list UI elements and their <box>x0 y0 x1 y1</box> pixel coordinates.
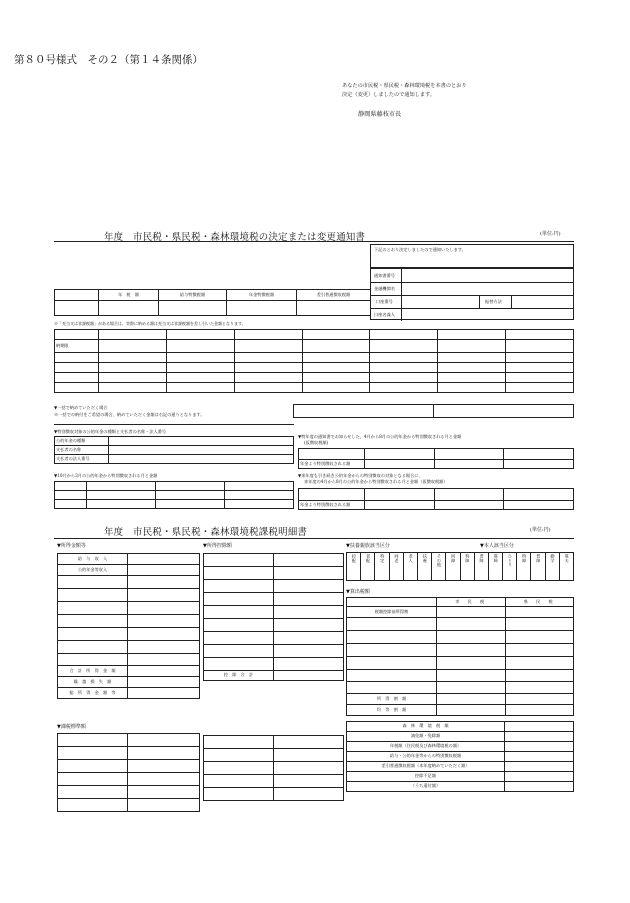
summary-table <box>346 721 574 792</box>
category-col <box>545 553 559 581</box>
account-holder-label: 口座名義人 <box>374 312 395 317</box>
category-col-label: 特障 <box>465 554 471 563</box>
self-title: ▼本人該当区分 <box>480 543 514 549</box>
category-col-label: 同老 <box>394 554 400 563</box>
category-col-label: ひとり <box>507 554 513 567</box>
category-col <box>460 553 474 581</box>
income-levy-label: 所 得 割 額 <box>347 694 437 705</box>
instruction-note: ※「充当又は非課税額」がある場合は、実際に納める額は充当又は非課税額を差し引いた金額となります。 <box>54 321 246 326</box>
category-col-label: 同障 <box>451 554 457 563</box>
decision-box <box>370 244 574 268</box>
section2-rule <box>54 538 574 539</box>
reduction-label: 減免額・免除額 <box>347 732 505 742</box>
category-col-label: 特障 <box>522 554 528 563</box>
dependents-title: ▼扶養親族該当区分 <box>346 543 390 549</box>
category-col-label: 老配 <box>366 554 372 563</box>
taxable-standard-table <box>57 733 200 812</box>
category-col-label: 寡夫 <box>564 554 570 563</box>
installment-table <box>54 329 574 393</box>
mayor-name: 静岡県藤枝市長 <box>358 111 402 118</box>
deduction-table <box>203 553 344 681</box>
payer-corp-label: 支払者の法人番号 <box>55 455 109 464</box>
extra-table <box>203 735 344 801</box>
pension-payer-title: ▼特別徴収対象の公的年金の種類と支払者の名称・法人番号 <box>54 429 167 434</box>
oct-mar-title: ▼10月から3月の公的年金から特別徴収される月と金額 <box>54 473 158 478</box>
income-table <box>57 553 200 699</box>
account-no-label: 口座番号 <box>376 299 393 304</box>
lump-sum-table <box>293 404 574 418</box>
category-col <box>375 553 389 581</box>
category-col <box>503 553 517 581</box>
refund-label: （うち還付額） <box>347 782 505 792</box>
category-col <box>517 553 531 581</box>
category-col-label: 普障 <box>479 554 485 563</box>
oct-mar-table <box>54 481 294 509</box>
category-col <box>403 553 417 581</box>
category-col <box>559 553 573 581</box>
section1-title: 年度 市民税・県民税・森林環境税の決定または変更通知書 <box>104 232 366 243</box>
category-col <box>446 553 460 581</box>
category-col-label: 特定 <box>380 554 386 563</box>
section2-unit: (単位:円) <box>530 527 551 533</box>
per-capita-label: 均 等 割 額 <box>347 705 437 716</box>
special-levy-label: 給与・公的年金等からの特別徴収税額 <box>347 752 505 762</box>
bank-label: 金融機関名 <box>374 286 395 291</box>
this-year-title: ▼特年度の通知書でお知らせした、4月から8月の公的年金から特別徴収される月と金額 <box>298 434 462 439</box>
income-row-pension: 公的年金等収入 <box>58 565 128 576</box>
special-amount-label2: 年金より特別徴収される額 <box>299 501 365 510</box>
section2-title: 年度 市民税・県民税・森林環境税課税明細書 <box>104 527 308 538</box>
deduction-total-label: 控 除 合 計 <box>204 671 274 681</box>
annual-tax-label: 年税額（住民税及び森林環境税の額） <box>347 742 505 752</box>
city-tax-header: 市 民 税 <box>437 598 506 607</box>
lump-sum-title: ▼一括で納めていただく場合 <box>54 405 108 410</box>
category-col <box>417 553 431 581</box>
pension-type-label: 公的年金の種類 <box>55 437 109 446</box>
category-col-label: 控配 <box>351 554 357 563</box>
notice-line1: あなたの市民税・県民税・森林環境税を本書のとおり <box>342 83 467 89</box>
deduction-title: ▼所得控除額 <box>203 543 232 549</box>
installment-label: 納期限 <box>55 340 99 353</box>
category-col <box>474 553 488 581</box>
category-col <box>488 553 502 581</box>
pref-tax-header: 県 民 税 <box>505 598 574 607</box>
category-col <box>432 553 446 581</box>
decision-note: 下記のとおり決定しましたので通知いたします。 <box>374 247 466 252</box>
category-col-label: 勤学 <box>550 554 556 563</box>
tax-header-annual: 年 税 額 <box>99 290 159 301</box>
income-row-salary: 給 与 収 入 <box>58 554 128 565</box>
notice-no-label: 通知書番号 <box>374 273 395 278</box>
category-col <box>389 553 403 581</box>
next-year-table <box>298 488 574 510</box>
category-col-label: 扶養 <box>422 554 428 563</box>
total-income-etc-label: 総 所 得 金 額 等 <box>58 688 128 699</box>
category-col-label: 寡婦 <box>493 554 499 563</box>
category-col-label: 老人 <box>408 554 414 563</box>
tax-amount-table <box>54 289 371 316</box>
taxable-before-label: 税額控除前所得割 <box>347 607 437 618</box>
category-col <box>361 553 375 581</box>
next-year-sub: 来年度の4月から8月の公的年金から特別徴収される月と金額（仮徴収税額） <box>304 479 448 484</box>
this-year-sub: (仮徴収税額) <box>304 440 329 445</box>
category-col <box>531 553 545 581</box>
forest-tax-label: 森 林 環 境 税 額 <box>347 722 505 732</box>
income-title: ▼所得金額等 <box>57 543 86 549</box>
tax-header-ordinary: 差引普通徴収税額 <box>297 290 371 301</box>
loss-carry-label: 繰 越 損 失 額 <box>58 677 128 688</box>
ordinary-levy-label: 差引普通徴収税額（本年度納めていただく額） <box>347 762 505 772</box>
payer-name-label: 支払者の名称 <box>55 446 109 455</box>
form-number: 第８０号様式 その２（第１４条関係） <box>14 54 203 66</box>
dependents-table <box>346 552 574 581</box>
section1-rule <box>54 241 574 242</box>
pension-payer-table <box>54 436 294 464</box>
total-income-label: 合 計 所 得 金 額 <box>58 666 128 677</box>
category-col <box>347 553 361 581</box>
calc-table <box>346 597 574 716</box>
payment-method-label: 振替方法 <box>485 299 502 304</box>
next-year-title: ▼来年度も引き続き公的年金からの特別徴収の対象となる場合に、 <box>298 473 423 478</box>
section1-unit: (単位:円) <box>540 231 561 237</box>
calc-title: ▼算出税額 <box>346 589 370 595</box>
account-box <box>370 268 574 320</box>
category-col-label: 普障 <box>536 554 542 563</box>
lump-sum-note: ※一括での納付をご希望の場合、納めていただく金額は右記の通りとなります。 <box>54 412 205 417</box>
category-col-label: その他 <box>437 554 443 567</box>
tax-header-pension: 年金特徴税額 <box>227 290 297 301</box>
special-amount-label: 年金より特別徴収される額 <box>299 460 365 469</box>
shortage-label: 控除不足額 <box>347 772 505 782</box>
this-year-table <box>298 448 574 469</box>
notice-line2: 決定（変更）しましたので通知します。 <box>342 92 435 98</box>
taxable-standard-title: ▼課税標準額 <box>57 724 86 730</box>
tax-header-salary: 給与特徴税額 <box>159 290 227 301</box>
